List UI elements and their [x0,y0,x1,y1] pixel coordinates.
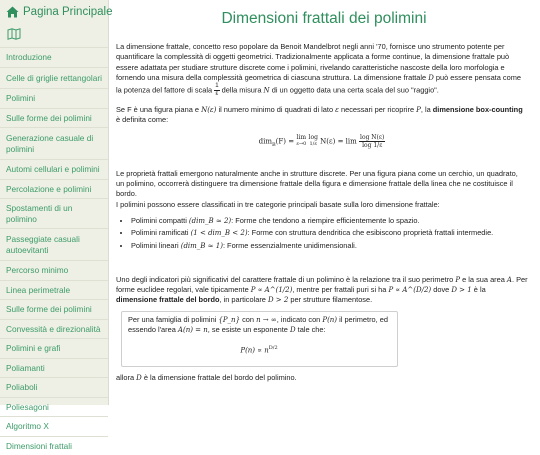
sidebar-item-forme-polimini-2[interactable]: Sulle forme dei polimini [0,299,108,319]
sidebar-item-percorso-minimo[interactable]: Percorso minimo [0,260,108,280]
categories-intro: I polimini possono essere classificati in tre categorie principali basate sulla loro dimensione frattale: [116,200,528,210]
categories-list [116,216,528,251]
sidebar-item-generazione-casuale[interactable]: Generazione casuale di polimini [0,127,108,159]
list-item: • Polimini ramificati (1 < dim_B < 2): Forme con struttura dendritica che esibiscono proprietà frattali intermedie. [131,228,528,238]
sidebar-item-linea-perimetrale[interactable]: Linea perimetrale [0,280,108,300]
sidebar-item-introduzione[interactable]: Introduzione [0,47,108,67]
conclusion-text: allora D è la dimensione frattale del bordo del polimino. [116,373,528,383]
sidebar-item-poliaboli[interactable]: Poliaboli [0,377,108,397]
scale-fraction: $\frac{1}{\varepsilon}$ [214,83,219,98]
perimeter-formula: $P(n) \propto n^{D/2}$ [128,343,390,356]
sidebar [0,0,109,405]
sidebar-item-convessita[interactable]: Convessità e direzionalità [0,319,108,339]
definition-box [121,311,398,367]
sidebar-item-forme-polimini[interactable]: Sulle forme dei polimini [0,108,108,128]
sidebar-item-poliamanti[interactable]: Poliamanti [0,358,108,378]
properties-paragraph: Le proprietà frattali emergono naturalmente anche in strutture discrete. Per una figura piana come un cerchio, un quadrato, un polimino, occorrerà distinguere tra dimensione frattale della figura e dimensione frattale della linea che ne costituisce il bordo. [116,169,528,200]
sidebar-item-polimini[interactable]: Polimini [0,88,108,108]
home-icon [6,6,19,18]
article-body [108,42,540,383]
main-content [108,0,540,405]
box-counting-paragraph: Se F è una figura piana e N(ε) il numero minimo di quadrati di lato ε necessari per ricoprire P, la dimensione box-counting è definita come: [116,105,528,126]
sidebar-item-percolazione[interactable]: Percolazione e polimini [0,179,108,199]
perimeter-area-paragraph: Uno degli indicatori più significativi del carattere frattale di un polimino è la relazione tra il suo perimetro P e la sua area A. Per forme euclidee regolari, vale tipicamente P ∝ A^(1/2), mentre per frattali puri si ha P ∝ A^(D/2) dove D > 1 è la dimensione frattale del bordo, in particolare D > 2 per strutture filamentose. [116,275,528,306]
intro-paragraph: La dimensione frattale, concetto reso popolare da Benoit Mandelbrot negli anni '70, fornisce uno strumento potente per quantificare la complessità di oggetti geometrici. Tradizionalmente applicata a forme continue, la dimensione frattale può essere adattata per studiare strutture discrete come i polimini, rivelando caratteristiche nascoste della loro morfologia e fornendo una misura della complessità geometrica di ciascuna struttura. La dimensione frattale D può essere pensata come la potenza del fattore di scala $\frac{1}{\varepsilon}$ della misura N di un oggetto data una certa scala del suo "raggio". [116,42,528,98]
list-item: • Polimini lineari (dim_B ≈ 1): Forme essenzialmente unidimensionali. [131,241,528,251]
sidebar-item-spostamenti[interactable]: Spostamenti di un polimino [0,198,108,228]
definition-text: Per una famiglia di polimini {P_n} con n → ∞, indicato con P(n) il perimetro, ed essendo l'area A(n) = n, se esiste un esponente D tale che: [128,315,390,336]
sidebar-item-polimini-grafi[interactable]: Polimini e grafi [0,338,108,358]
sidebar-item-poliesagoni[interactable]: Poliesagoni [0,397,108,417]
home-link[interactable] [0,0,108,24]
sidebar-item-automi-cellulari[interactable]: Automi cellulari e polimini [0,159,108,179]
page-title: Dimensioni frattali dei polimini [108,10,540,28]
box-counting-formula: dim$_B$(F) = lim ε→0 log 1/ε N(ε) = lim $\frac{\text{log N(ε)}}{\log 1/\varepsilon}$ [116,134,528,160]
sidebar-nav [0,47,108,455]
sidebar-item-algoritmo-x[interactable]: Algoritmo X [0,416,108,436]
map-icon[interactable] [7,27,21,41]
term-boundary-dimension: dimensione frattale del bordo [116,295,219,304]
brand-title: Pagina Principale [23,6,113,18]
list-item: • Polimini compatti (dim_B ≈ 2): Forme che tendono a riempire efficientemente lo spazio. [131,216,528,226]
sidebar-item-passeggiate-casuali[interactable]: Passeggiate casuali autoevitanti [0,228,108,260]
sidebar-item-celle-griglie[interactable]: Celle di griglie rettangolari [0,67,108,89]
term-box-counting: dimensione box-counting [433,105,523,114]
sidebar-item-dimensioni-frattali[interactable]: Dimensioni frattali [0,436,108,455]
